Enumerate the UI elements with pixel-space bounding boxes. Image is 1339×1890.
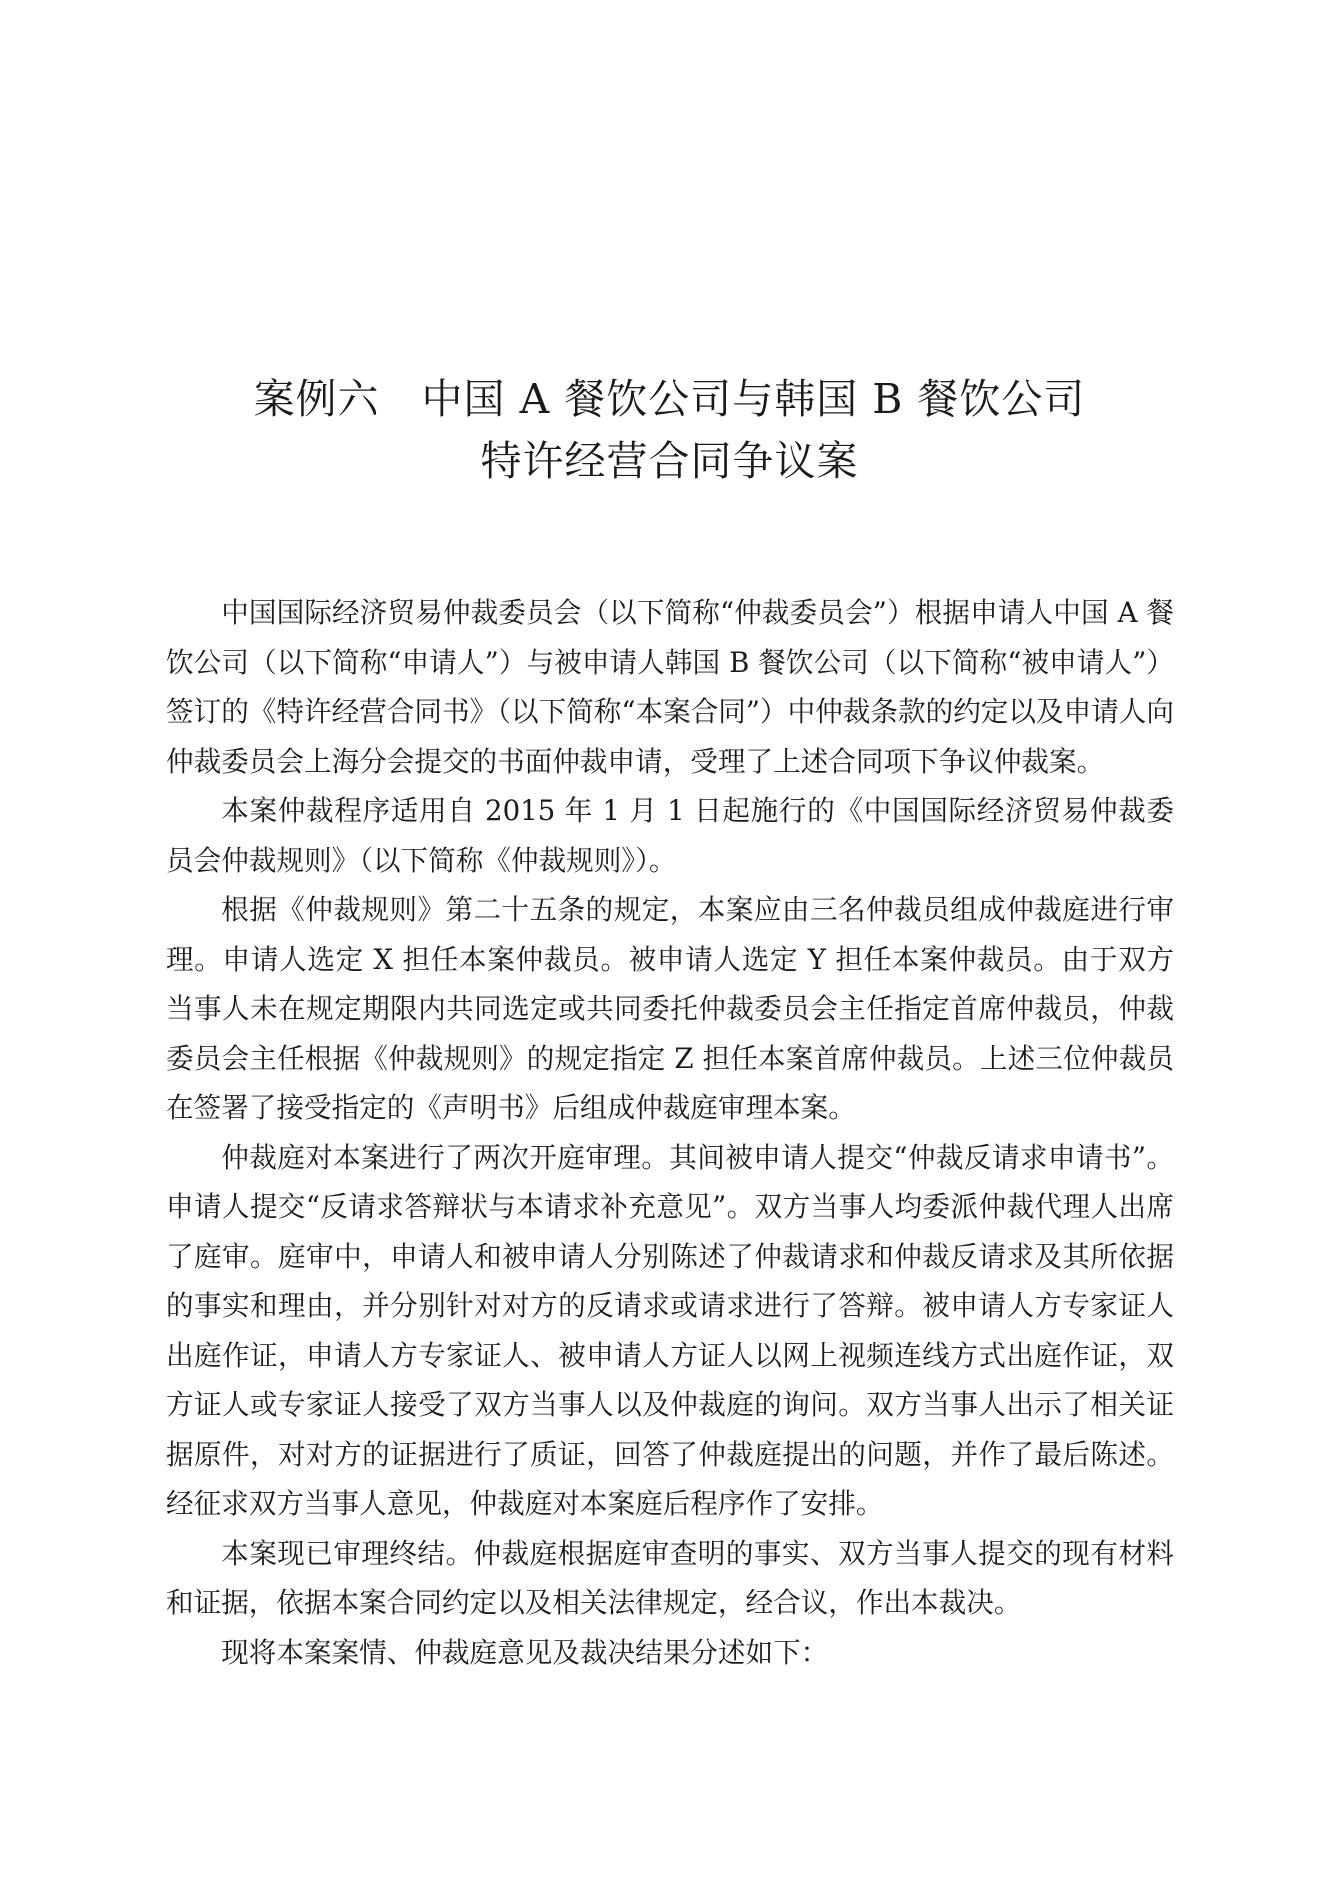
document-body — [166, 588, 1174, 1677]
case-title — [0, 368, 1339, 492]
case-title-line-1: 案例六 中国 A 餐饮公司与韩国 B 餐饮公司 — [253, 375, 1086, 423]
paragraph-outline: 现将本案案情、仲裁庭意见及裁决结果分述如下： — [221, 1635, 829, 1669]
case-title-line-2: 特许经营合同争议案 — [480, 437, 859, 485]
paragraph-tribunal-formation: 根据《仲裁规则》第二十五条的规定，本案应由三名仲裁员组成仲裁庭进行审理。申请人选定 X 担任本案仲裁员。被申请人选定 Y 担任本案仲裁员。由于双方当事人未在规定期限内共同选定或共同委托仲裁委员会主任指定首席仲裁员，仲裁委员会主任根据《仲裁规则》的规定指定 Z 担任本案首席仲裁员。上述三位仲裁员在签署了接受指定的《声明书》后组成仲裁庭审理本案。 — [166, 893, 1174, 1124]
paragraph-conclusion: 本案现已审理终结。仲裁庭根据庭审查明的事实、双方当事人提交的现有材料和证据，依据本案合同约定以及相关法律规定，经合议，作出本裁决。 — [166, 1536, 1174, 1619]
paragraph-arbitration-rules: 本案仲裁程序适用自 2015 年 1 月 1 日起施行的《中国国际经济贸易仲裁委员会仲裁规则》（以下简称《仲裁规则》）。 — [166, 794, 1174, 877]
paragraph-introduction: 中国国际经济贸易仲裁委员会（以下简称“仲裁委员会”）根据申请人中国 A 餐饮公司（以下简称“申请人”）与被申请人韩国 B 餐饮公司（以下简称“被申请人”）签订的《特许经营合同书》（以下简称“本案合同”）中仲裁条款的约定以及申请人向仲裁委员会上海分会提交的书面仲裁申请，受理了上述合同项下争议仲裁案。 — [166, 596, 1174, 778]
paragraph-hearings: 仲裁庭对本案进行了两次开庭审理。其间被申请人提交“仲裁反请求申请书”。申请人提交“反请求答辩状与本请求补充意见”。双方当事人均委派仲裁代理人出席了庭审。庭审中，申请人和被申请人分别陈述了仲裁请求和仲裁反请求及其所依据的事实和理由，并分别针对对方的反请求或请求进行了答辩。被申请人方专家证人出庭作证，申请人方专家证人、被申请人方证人以网上视频连线方式出庭作证，双方证人或专家证人接受了双方当事人以及仲裁庭的询问。双方当事人出示了相关证据原件，对对方的证据进行了质证，回答了仲裁庭提出的问题，并作了最后陈述。经征求双方当事人意见，仲裁庭对本案庭后程序作了安排。 — [166, 1140, 1174, 1520]
